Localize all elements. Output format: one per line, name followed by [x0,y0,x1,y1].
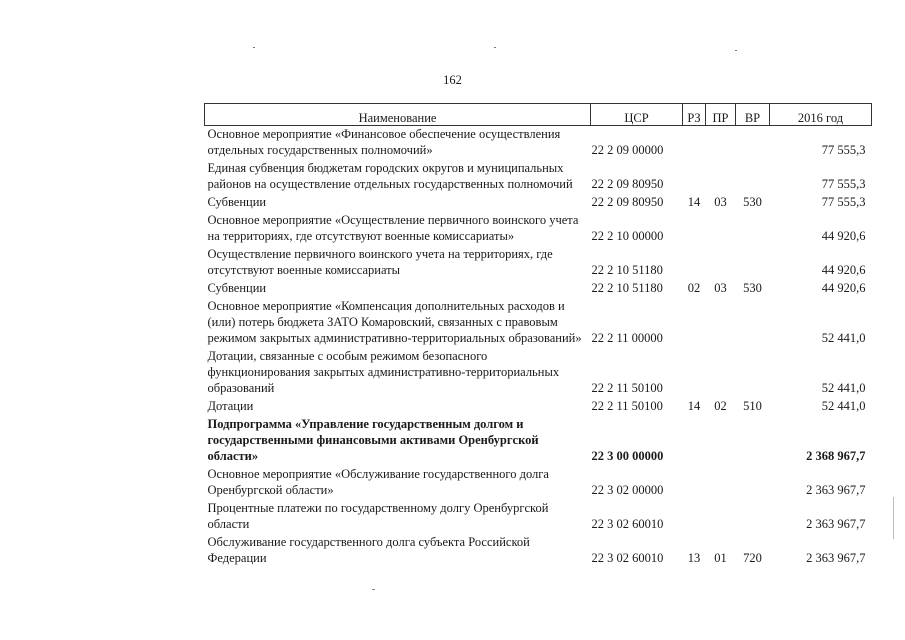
table-header-row [205,104,872,126]
table-row [205,210,872,244]
cell-rz [683,126,706,159]
cell-rz: 14 [687,399,701,413]
cell-amount: 2 363 967,7 [806,483,866,497]
scan-speck [253,47,255,48]
cell-name: Субвенции [207,195,267,209]
cell-pr [706,346,736,396]
cell-amount: 2 363 967,7 [806,551,866,565]
cell-pr [706,414,736,464]
cell-vr: 510 [743,399,762,413]
cell-vr: 720 [743,551,762,565]
cell-pr: 03 [714,195,727,209]
cell-pr: 03 [714,281,727,295]
table-row [205,296,872,346]
cell-vr: 530 [743,195,762,209]
cell-rz [683,346,706,396]
cell-amount: 52 441,0 [821,331,866,345]
cell-amount: 52 441,0 [821,381,866,395]
cell-rz: 13 [687,551,701,565]
table-row [205,464,872,498]
cell-csr: 22 2 11 50100 [591,399,663,413]
cell-rz [683,464,706,498]
table-row [205,396,872,414]
header-csr: ЦСР [591,104,683,126]
cell-csr: 22 3 02 60010 [591,551,664,565]
table-row [205,278,872,296]
cell-pr [706,296,736,346]
scan-speck [735,50,737,51]
cell-rz [683,414,706,464]
cell-pr: 01 [714,551,727,565]
table-row [205,126,872,159]
table-row [205,244,872,278]
cell-pr [706,498,736,532]
cell-rz [683,296,706,346]
cell-csr: 22 2 11 50100 [591,381,663,395]
cell-pr: 02 [714,399,727,413]
cell-rz [683,210,706,244]
cell-name: Основное мероприятие «Осуществление первичного воинского учета на территориях, где отсутствуют военные комиссариаты» [207,213,579,243]
cell-csr: 22 3 02 60010 [591,517,664,531]
cell-vr [736,464,770,498]
cell-amount: 44 920,6 [821,263,866,277]
table-row [205,498,872,532]
cell-name: Подпрограмма «Управление государственным долгом и государственными финансовыми активами Оренбургской области» [207,417,539,463]
header-vr: ВР [736,104,770,126]
cell-amount: 2 368 967,7 [806,449,866,463]
scan-speck [494,47,496,48]
cell-vr [736,414,770,464]
cell-amount: 44 920,6 [821,229,866,243]
cell-csr: 22 2 10 51180 [591,263,663,277]
table-row [205,158,872,192]
cell-name: Осуществление первичного воинского учета на территориях, где отсутствуют военные комиссариаты [207,247,553,277]
cell-csr: 22 3 00 00000 [591,449,664,463]
page-number: 162 [443,73,462,87]
cell-name: Основное мероприятие «Финансовое обеспечение осуществления отдельных государственных полномочий» [207,127,561,157]
cell-name: Обслуживание государственного долга субъекта Российской Федерации [207,535,530,565]
table-row [205,414,872,464]
budget-table [204,103,872,566]
cell-rz: 02 [687,281,701,295]
cell-vr [736,210,770,244]
budget-table-container [204,103,871,566]
cell-rz [683,498,706,532]
header-amount: 2016 год [770,104,872,126]
cell-amount: 52 441,0 [821,399,866,413]
cell-vr [736,296,770,346]
header-pr: ПР [706,104,736,126]
cell-vr: 530 [743,281,762,295]
cell-csr: 22 2 11 00000 [591,331,663,345]
cell-amount: 44 920,6 [821,281,866,295]
cell-name: Дотации [207,399,254,413]
cell-amount: 77 555,3 [821,195,866,209]
cell-amount: 2 363 967,7 [806,517,866,531]
cell-name: Процентные платежи по государственному долгу Оренбургской области [207,501,549,531]
cell-name: Основное мероприятие «Компенсация дополнительных расходов и (или) потерь бюджета ЗАТО Комаровский, связанных с правовым режимом закрытых административно-территориальных образований» [207,299,582,345]
cell-name: Единая субвенция бюджетам городских округов и муниципальных районов на осуществление отдельных государственных полномочий [207,161,573,191]
cell-pr [706,158,736,192]
cell-rz: 14 [687,195,701,209]
cell-pr [706,210,736,244]
cell-rz [683,244,706,278]
header-name: Наименование [205,104,591,126]
cell-pr [706,244,736,278]
cell-amount: 77 555,3 [821,143,866,157]
cell-vr [736,498,770,532]
cell-pr [706,126,736,159]
cell-csr: 22 3 02 00000 [591,483,664,497]
cell-csr: 22 2 10 51180 [591,281,663,295]
cell-pr [706,464,736,498]
cell-name: Субвенции [207,281,267,295]
table-row [205,192,872,210]
cell-name: Основное мероприятие «Обслуживание государственного долга Оренбургской области» [207,467,549,497]
cell-csr: 22 2 09 00000 [591,143,664,157]
cell-csr: 22 2 09 80950 [591,177,664,191]
cell-name: Дотации, связанные с особым режимом безопасного функционирования закрытых административно-территориальных образований [207,349,560,395]
scan-edge-mark [893,497,894,539]
table-row [205,532,872,566]
cell-csr: 22 2 09 80950 [591,195,664,209]
table-row [205,346,872,396]
header-rz: РЗ [683,104,706,126]
cell-vr [736,244,770,278]
cell-vr [736,158,770,192]
cell-vr [736,346,770,396]
cell-vr [736,126,770,159]
scan-speck [372,589,375,590]
cell-csr: 22 2 10 00000 [591,229,664,243]
cell-rz [683,158,706,192]
cell-amount: 77 555,3 [821,177,866,191]
